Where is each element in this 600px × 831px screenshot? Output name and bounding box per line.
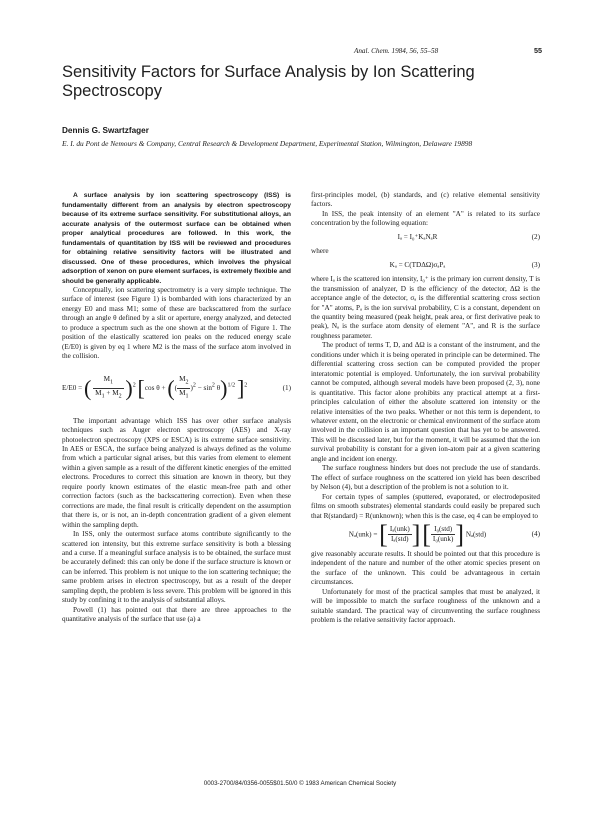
equation-4-lhs: Nₐ(unk) = [348,530,378,539]
equation-2-number: (2) [531,232,540,241]
right-paragraph-6: For certain types of samples (sputtered, evaporated, or electrodeposited films on smooth substrates) elemental standards could easily be prepared such that R(standard) = R(unknown); when this is the case, eq 4 can be employed to [311,492,540,520]
equation-1-lhs: E/E0 = [62,384,83,393]
copyright-footer: 0003-2700/84/0356-0055$01.50/0 © 1983 American Chemical Society [203,780,397,787]
equation-4-rhs: Nₐ(std) [465,530,487,539]
intro-paragraph-3: In ISS, only the outermost surface atoms contribute significantly to the scattered ion intensity, but this extreme surface sensitivity is both a blessing and a curse. If a meaningful surface analysis is to be obtained, the surface must be accurately defined: this can only be done if the surface structure is known or can be inferred. This problem is not unique to the ion scattering technique; the same problem arises in electron spectroscopy, but as a result of the deeper sampling depth, the problem is less severe. This problem will be ignored in this study by confining it to the analysis of substantial alloys. [62,530,291,605]
equation-1 [62,366,291,412]
equation-1-number: (1) [282,383,291,392]
equation-4-body: Nₐ(unk) = [ $\frac{\text{Iₐ(unk)}}{\text{Iₐ(std)}}$ ] [ $\frac{\text{I₀(std)}}{\text{I₀(unk)}}$ ] Nₐ(std) [348,520,487,550]
intro-paragraph-4: Powell (1) has pointed out that there are three approaches to the quantitative analysis of the surface that use (a) a [62,605,291,624]
right-paragraph-4: The product of terms T, D, and ΔΩ is a constant of the instrument, and the conditions under which it is being operated in principle can be determined. The differential scattering cross section can be computed provided the proper interatomic potential is employed. Unfortunately, the ion survival probability cannot be computed, although several models have been proposed (2, 3), none is quantitative. This factor alone prohibits any practical attempt at a first-principles calculation of either the absolute scattered ion intensity or the relative intensities of the two peaks. Whether or not this term is dependent, to whatever extent, on the electronic or chemical environment of the surface atom involved in the collision is an important question that has yet to be answered. This will be discussed later, but for the moment, it will be assumed that the ion survival probability is constant for a given ion-atom pair at a given scattering angle and incident ion energy. [311,341,540,463]
right-paragraph-2: In ISS, the peak intensity of an element "A" is related to its surface concentration by the following equation: [311,209,540,228]
author-name: Dennis G. Swartzfager [62,126,149,135]
intro-paragraph-2: The important advantage which ISS has over other surface analysis techniques such as Auger electron spectroscopy (AES) and X-ray photoelectron spectroscopy (XPS or ESCA) is its extreme surface sensitivity. In AES or ESCA, the surface being analyzed is always defined as the volume from which a particular signal arises, but this varies from element to element within a given sample as a result of the different kinetic energies of the emitted electrons. Procedures to correct this situation are known in theory, but they require poorly known estimates of the elastic mean-free path and other correction factors (such as the backscattering correction). Even when these corrections are made, the final result is critically dependent on the assumption that there is, or is not, an in-depth concentration gradient of a given element within the sampling depth. [62,416,291,529]
equation-1-mass-fraction: $\frac{M_1}{M_1 + M_2}$ [95,375,122,400]
equation-1-body: E/E0 = ( $\frac{M_1}{M_1 + M_2}$ )$^2$ [cos θ + (( $\frac{M_2}{M_1}$ )$^2 - \sin^2 \theta)^{1/2}$ ]$^2$ [62,375,248,401]
equation-4-frac2-num: I₀(std) [431,525,455,535]
where-label: where [311,247,329,256]
equation-3-body: Kₐ = C(TDΔΩ)σₐPₐ [389,260,446,269]
equation-4 [311,520,540,550]
abstract: A surface analysis by ion scattering spectroscopy (ISS) is fundamentally different from an analysis by electron spectroscopy because of its extreme surface sensitivity. For substitutional alloys, an accurate analysis of the outermost surface can be obtained when proper analytical procedures are followed. In this work, the fundamentals of quantitation by ISS will be reviewed and procedures for obtaining relative sensitivity factors will be illustrated and discussed. One of these procedures, which involves the physical adsorption of xenon on pure element surfaces, is extremely flexible and should be generally applicable. [62,192,291,285]
right-paragraph-3: where Iₐ is the scattered ion intensity, I₀⁺ is the primary ion current density, T is the transmission of analyzer, D is the efficiency of the detector, ΔΩ is the acceptance angle of the detector, σₐ is the differential scattering cross section for "A" atoms, Pₐ is the ion survival probability, C is a constant, dependent on the quantity being measured (peak height, peak area, or first derivative peak to peak), Nₐ is the surface atom density of element "A", and R is the surface roughness parameter. [311,275,540,340]
equation-3 [311,261,540,270]
equation-2 [311,233,540,242]
running-header [354,46,542,55]
journal-citation: Anal. Chem. 1984, 56, 55–58 [353,47,439,55]
right-paragraph-5: The surface roughness hinders but does not preclude the use of standards. The effect of surface roughness on the scattered ion yield has been described by Nelson (4), but a description of the problem is not a solution to it. [311,464,540,492]
intro-paragraph-1: Conceptually, ion scattering spectrometry is a very simple technique. The surface of interest (see Figure 1) is bombarded with ions characterized by an energy E0 and mass M1; some of these are backscattered from the surface through an angle θ defined by a slit or aperture, energy analyzed, and detected to produce a spectrum such as the one shown at the bottom of Figure 1. The position of the elastically scattered ion peaks on the reduced energy scale (E/E0) is given by eq 1 where M2 is the mass of the surface atom involved in the collision. [62,286,291,361]
equation-4-frac1-num: Iₐ(unk) [388,525,412,535]
equation-4-frac2-den: I₀(unk) [432,535,454,544]
left-column [62,191,291,625]
right-paragraph-8: Unfortunately for most of the practical samples that must be analyzed, it will be impossible to match the surface roughness of the unknown and a suitable standard. The practical way of circumventing the surface roughness problem is the relative sensitivity factor approach. [311,587,540,625]
equation-3-number: (3) [531,260,540,269]
right-paragraph-1: first-principles model, (b) standards, and (c) relative elemental sensitivity factors. [311,191,540,209]
right-paragraph-7: give reasonably accurate results. It should be pointed out that this procedure is independent of the nature and number of the other atomic species present on the surface of the unknown. This could be advantageous in certain circumstances. [311,549,540,587]
equation-2-body: Iₐ = I₀⁺KₐNₐR [397,232,438,241]
author-affiliation: E. I. du Pont de Nemours & Company, Central Research & Development Department, Experimental Station, Wilmington, Delaware 19898 [62,139,473,148]
equation-4-number: (4) [531,530,540,539]
equation-4-frac1-den: Iₐ(std) [391,535,409,544]
article-title: Sensitivity Factors for Surface Analysis by Ion Scattering Spectroscopy [62,63,475,100]
page-number: 55 [534,46,542,55]
right-column [311,191,540,625]
